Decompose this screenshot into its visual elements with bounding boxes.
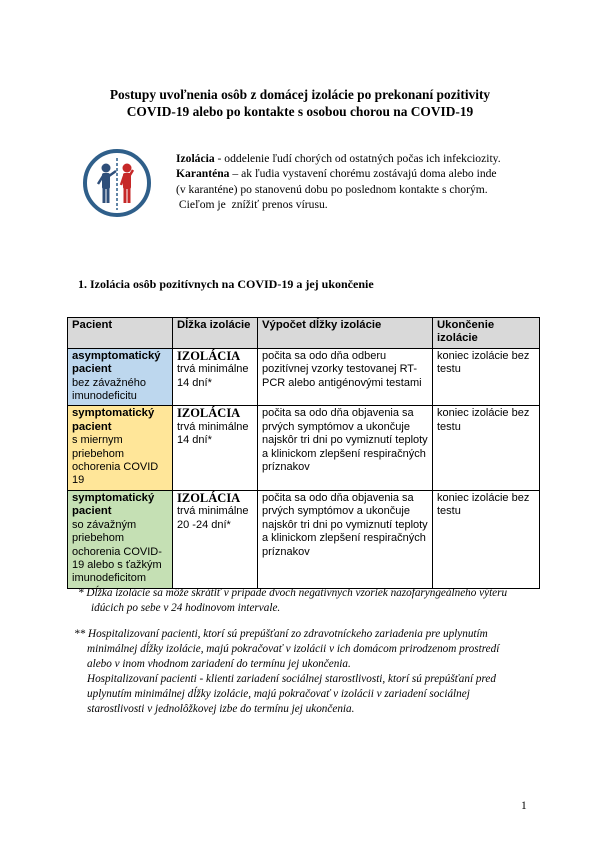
end-cell: koniec izolácie bez testu [433, 490, 540, 588]
end-cell: koniec izolácie bez testu [433, 348, 540, 406]
footnote-2-line-2: minimálnej dĺžky izolácie, majú pokračovať v izolácii v ich domácom prirodzenom prostredí [87, 643, 500, 655]
footnote-1-line-2: idúcich po sebe v 24 hodinovom intervale. [91, 602, 281, 614]
duration-cell [173, 348, 258, 406]
footnote-2-line-3: alebo v inom vhodnom zariadení do termínu jej ukončenia. [87, 658, 351, 670]
definition-goal: Cieľom je znížiť prenos vírusu. [176, 198, 328, 212]
definition-karantena-line2: (v karanténe) po stanovenú dobu po poslednom kontakte s chorým. [176, 182, 488, 196]
footnote-1-line-1: * Dĺžka izolácie sa môže skrátiť v prípade dvoch negatívnych vzoriek nazofaryngeálneho výteru [78, 587, 508, 599]
title-line-1: Postupy uvoľnenia osôb z domácej izolácie po prekonaní pozitivity [109, 87, 491, 102]
duration-text: trvá minimálne 14 dní* [177, 420, 249, 447]
footnote-2-line-4: Hospitalizovaní pacienti - klienti zariadení sociálnej starostlivosti, ktorí sú prepúšťaní pred [87, 673, 496, 685]
calculation-cell: počita sa odo dňa objavenia sa prvých symptómov a ukončuje najskôr tri dni po vymiznutí teploty a klinickom zlepšení respiračných príznakov [258, 406, 433, 490]
patient-type: symptomatický pacient [72, 491, 155, 518]
table-row [68, 490, 540, 588]
duration-cell [173, 490, 258, 588]
document-title [60, 86, 540, 120]
patient-cell [68, 348, 173, 406]
duration-title: IZOLÁCIA [177, 490, 241, 505]
definitions-block [176, 151, 566, 213]
duration-title: IZOLÁCIA [177, 348, 241, 363]
footnote-2-line-6: starostlivosti v jednolôžkovej izbe do termínu jej ukončenia. [87, 703, 355, 715]
table-header-row [68, 318, 540, 349]
calculation-cell: počita sa odo dňa odberu pozitívnej vzorky testovanej RT-PCR alebo antigénovými testami [258, 348, 433, 406]
patient-type: symptomatický pacient [72, 407, 155, 433]
patient-detail: s miernym priebehom ochorenia COVID 19 [72, 434, 159, 487]
term-karantena: Karanténa [176, 167, 230, 181]
calculation-cell: počita sa odo dňa objavenia sa prvých symptómov a ukončuje najskôr tri dni po vymiznutí teploty a klinickom zlepšení respiračných príznakov [258, 490, 433, 588]
duration-text: trvá minimálne 14 dní* [177, 363, 249, 389]
text-karantena: – ak ľudia vystavení chorému zostávajú doma alebo inde [229, 167, 497, 181]
table-row [68, 406, 540, 490]
table-row [68, 348, 540, 406]
section-heading: 1. Izolácia osôb pozitívnych na COVID-19 a jej ukončenie [78, 277, 374, 291]
footnote-2-line-5: uplynutím minimálnej dĺžky izolácie, majú pokračovať v izolácii v zariadení sociálnej [87, 688, 470, 700]
header-end: Ukončenie izolácie [433, 318, 540, 349]
footnote-1 [78, 586, 507, 616]
patient-detail: bez závažného imunodeficitu [72, 376, 146, 403]
term-izolacia: Izolácia [176, 152, 215, 165]
patient-type: asymptomatický pacient [72, 349, 161, 376]
end-cell: koniec izolácie bez testu [433, 406, 540, 490]
footnote-2 [74, 627, 499, 717]
duration-cell [173, 406, 258, 490]
footnote-2-line-1: ** Hospitalizovaní pacienti, ktorí sú prepúšťaní zo zdravotníckeho zariadenia pre uplynutím [74, 628, 488, 640]
isolation-table [67, 317, 540, 589]
definition-izolacia [176, 151, 566, 166]
duration-title: IZOLÁCIA [177, 406, 241, 421]
isolation-people-icon [82, 148, 152, 218]
title-line-2: COVID-19 alebo po kontakte s osobou chorou na COVID-19 [126, 104, 474, 119]
patient-cell [68, 490, 173, 588]
text-izolacia: - oddelenie ľudí chorých od ostatných počas ich infekciozity. [214, 152, 501, 165]
header-patient: Pacient [68, 318, 173, 349]
header-calculation: Výpočet dĺžky izolácie [258, 318, 433, 349]
patient-cell [68, 406, 173, 490]
page-number: 1 [521, 800, 527, 812]
patient-detail: so závažným priebehom ochorenia COVID-19 alebo s ťažkým imunodeficitom [72, 518, 162, 585]
header-duration: Dĺžka izolácie [173, 318, 258, 349]
definition-karantena [176, 166, 566, 181]
duration-text: trvá minimálne 20 -24 dní* [177, 505, 249, 531]
